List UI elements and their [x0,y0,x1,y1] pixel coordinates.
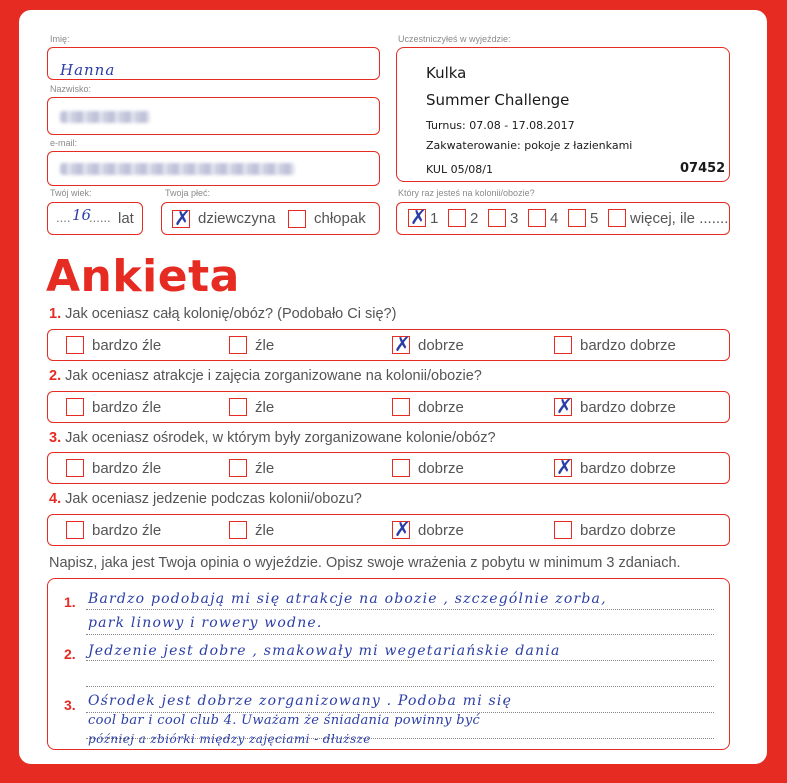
q1-option-bardzo-dobrze[interactable] [554,336,572,354]
age-unit: lat [118,210,134,227]
q1-label-bardzo-dobrze: bardzo dobrze [580,337,676,354]
question-3-text [49,430,496,446]
q3-label-dobrze: dobrze [418,460,464,477]
q3-option-bardzo-dobrze[interactable] [554,459,572,477]
first-name-value: Hanna [60,61,116,79]
email-label: e-mail: [50,138,78,148]
q1-option-dobrze[interactable] [392,336,410,354]
q2-label-bardzo-zle: bardzo źle [92,399,162,416]
times-more-checkbox[interactable] [608,209,626,227]
question-3-number: 3. [49,430,62,446]
trip-code: KUL 05/08/1 [426,163,493,176]
gender-female-label: dziewczyna [198,210,276,227]
q3-option-zle[interactable] [229,459,247,477]
times-2-label: 2 [470,210,479,227]
trip-name: Kulka [426,64,467,82]
times-4-checkbox[interactable] [528,209,546,227]
opinion-line-1: Bardzo podobają mi się atrakcje na obozie , szczególnie zorba, [88,591,607,607]
gender-label: Twoja płeć: [165,188,211,198]
q3-option-bardzo-zle[interactable] [66,459,84,477]
times-1-checkbox[interactable] [408,209,426,227]
times-1-label: 1 [430,210,439,227]
question-2-label: Jak oceniasz atrakcje i zajęcia zorganizowane na kolonii/obozie? [65,368,482,384]
q4-option-bardzo-dobrze[interactable] [554,521,572,539]
age-value: 16 [72,206,92,224]
q2-option-bardzo-zle[interactable] [66,398,84,416]
q4-label-dobrze: dobrze [418,522,464,539]
opinion-prompt: Napisz, jaka jest Twoja opinia o wyjeździe. Opisz swoje wrażenia z pobytu w minimum 3 zdaniach. [49,555,681,571]
question-4-number: 4. [49,491,62,507]
trip-number: 07452 [680,161,726,176]
q2-label-bardzo-dobrze: bardzo dobrze [580,399,676,416]
gender-female-checkbox[interactable] [172,210,190,228]
q3-label-bardzo-zle: bardzo źle [92,460,162,477]
survey-title: Ankieta [46,251,240,302]
question-4-text [49,491,362,507]
opinion-rule-3 [86,660,714,661]
times-5-label: 5 [590,210,599,227]
q1-label-dobrze: dobrze [418,337,464,354]
q2-option-zle[interactable] [229,398,247,416]
email-redacted [60,163,295,175]
q2-label-zle: źle [255,399,275,416]
first-name-label: Imię: [50,34,70,44]
opinion-number-3: 3. [64,697,76,713]
trip-turnus: Turnus: 07.08 - 17.08.2017 [426,119,575,132]
q2-label-dobrze: dobrze [418,399,464,416]
opinion-rule-2 [86,634,714,635]
times-more-label: więcej, ile ....... [630,210,729,227]
times-2-checkbox[interactable] [448,209,466,227]
times-3-checkbox[interactable] [488,209,506,227]
trip-program: Summer Challenge [426,91,570,109]
gender-male-checkbox[interactable] [288,210,306,228]
times-5-checkbox[interactable] [568,209,586,227]
participant-label: Uczestniczyłeś w wyjeździe: [398,34,511,44]
q3-label-zle: źle [255,460,275,477]
question-1-number: 1. [49,306,62,322]
age-dots-before: .... [56,210,71,225]
q4-option-zle[interactable] [229,521,247,539]
opinion-line-5: cool bar i cool club 4. Uważam że śniadania powinny być [88,713,481,728]
question-2-text [49,368,482,384]
q4-option-bardzo-zle[interactable] [66,521,84,539]
opinion-number-1: 1. [64,594,76,610]
gender-male-label: chłopak [314,210,366,227]
opinion-rule-1 [86,609,714,610]
opinion-line-2: park linowy i rowery wodne. [88,615,323,631]
opinion-line-4: Ośrodek jest dobrze zorganizowany . Podoba mi się [88,693,513,709]
q2-option-dobrze[interactable] [392,398,410,416]
last-name-redacted [60,111,150,123]
question-1-label: Jak oceniasz całą kolonię/obóz? (Podobało Ci się?) [65,306,397,322]
q4-label-bardzo-dobrze: bardzo dobrze [580,522,676,539]
q1-label-zle: źle [255,337,275,354]
q3-option-dobrze[interactable] [392,459,410,477]
question-1-text [49,306,396,322]
q1-label-bardzo-zle: bardzo źle [92,337,162,354]
trip-accommodation: Zakwaterowanie: pokoje z łazienkami [426,139,633,152]
times-3-label: 3 [510,210,519,227]
q1-option-zle[interactable] [229,336,247,354]
q4-label-bardzo-zle: bardzo źle [92,522,162,539]
opinion-number-2: 2. [64,646,76,662]
times-label: Który raz jesteś na kolonii/obozie? [398,188,535,198]
age-label: Twój wiek: [50,188,92,198]
age-dots-after: ...... [89,210,111,225]
opinion-line-6: później a zbiórki między zajęciami - dłuższe [88,732,371,746]
question-4-label: Jak oceniasz jedzenie podczas kolonii/obozu? [65,491,362,507]
last-name-label: Nazwisko: [50,84,92,94]
q3-label-bardzo-dobrze: bardzo dobrze [580,460,676,477]
question-2-number: 2. [49,368,62,384]
opinion-line-3: Jedzenie jest dobre , smakowały mi wegetariańskie dania [88,643,561,659]
opinion-rule-4 [86,686,714,687]
q4-option-dobrze[interactable] [392,521,410,539]
q2-option-bardzo-dobrze[interactable] [554,398,572,416]
q4-label-zle: źle [255,522,275,539]
question-3-label: Jak oceniasz ośrodek, w którym były zorganizowane kolonie/obóz? [65,430,496,446]
q1-option-bardzo-zle[interactable] [66,336,84,354]
times-4-label: 4 [550,210,559,227]
